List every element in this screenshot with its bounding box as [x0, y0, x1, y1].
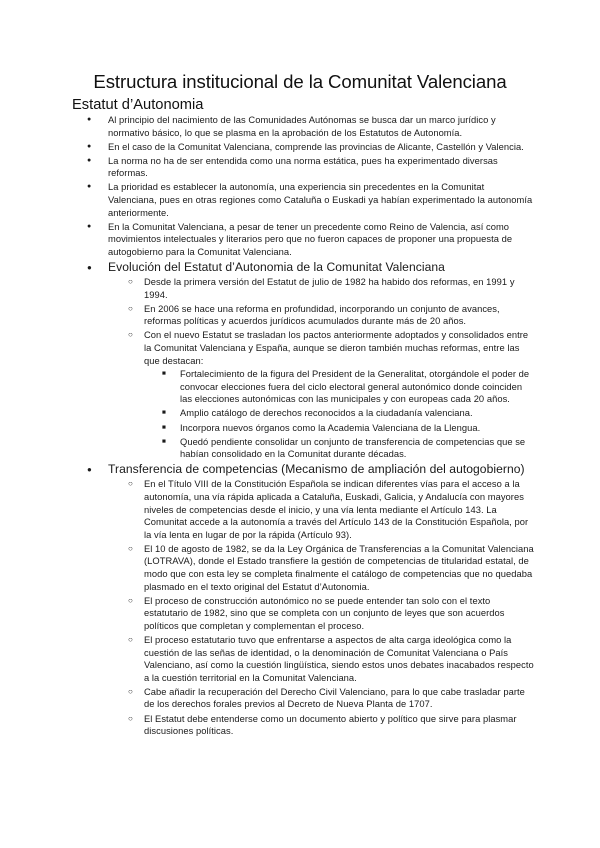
list-item: ○ El proceso estatutario tuvo que enfrentarse a aspectos de alta carga ideológica como la cuestión de las señas de identidad, o la denominación de Comunitat Valenciana o País Valenciano, así como la cuestión lingüística, siendo estos unos debates inacabados respecto a la cuestión territorial en la Comunitat Valenciana.: [108, 634, 534, 684]
list-item: ○ Desde la primera versión del Estatut de julio de 1982 ha habido dos reformas, en 1991 y 1994.: [108, 276, 534, 301]
list-item: ● En el caso de la Comunitat Valenciana, comprende las provincias de Alicante, Castellón y Valencia.: [84, 141, 534, 154]
list-item: ○ El 10 de agosto de 1982, se da la Ley Orgánica de Transferencias a la Comunitat Valenciana (LOTRAVA), donde el Estado transfiere la gestión de competencias de titularidad estatal, de modo que con esta ley se completa finalmente el catálogo de competencias que no quedaba plasmado en el texto original del Estatut d’Autonomia.: [108, 543, 534, 593]
reformas-list: [144, 368, 534, 461]
list-item: ○ El Estatut debe entenderse como un documento abierto y político que sirve para plasmar discusiones políticas.: [108, 713, 534, 738]
document-body: [84, 114, 534, 739]
list-item: ○ Cabe añadir la recuperación del Derecho Civil Valenciano, para lo que cabe trasladar parte de los derechos forales previos al Decreto de Nueva Planta de 1707.: [108, 686, 534, 711]
list-item: ● La norma no ha de ser entendida como una norma estática, pues ha experimentado diversas reformas.: [84, 155, 534, 180]
list-item: ○ El proceso de construcción autonómico no se puede entender tan solo con el texto estatutario de 1982, sino que se completa con un conjunto de leyes que son acuerdos políticos que completan y complementan el proceso.: [108, 595, 534, 633]
list-item: ■ Amplio catálogo de derechos reconocidos a la ciudadanía valenciana.: [142, 407, 534, 420]
intro-bullet-list: [84, 114, 534, 738]
list-item: ○ En el Título VIII de la Constitución Española se indican diferentes vías para el acceso a la autonomía, una vía rápida aplicada a Cataluña, Euskadi, Galicia, y Andalucía con mayores niveles de competencias desde el inicio, y una vía lenta mediante el Artículo 143. La Comunitat accede a la autonomía a través del Artículo 143 de la Constitución Española, por la vía lenta en lugar de por la rápida (Artículo 93).: [108, 478, 534, 541]
list-item: ○ En 2006 se hace una reforma en profundidad, incorporando un conjunto de avances, reformas políticas y acuerdos jurídicos acumulados durante más de 20 años.: [108, 303, 534, 328]
transferencia-list: [132, 478, 534, 737]
list-item: [108, 329, 534, 460]
subsection-evolucion: [84, 260, 534, 461]
subsection-heading-transferencia: ● Transferencia de competencias (Mecanismo de ampliación del autogobierno): [108, 462, 525, 477]
section-heading-estatut: Estatut d’Autonomia: [72, 97, 204, 113]
list-item: ■ Fortalecimiento de la figura del President de la Generalitat, otorgándole el poder de convocar elecciones fuera del ciclo electoral general autonómico donde coinciden las elecciones autonómicas con las municipales y con europeas cada 20 años.: [142, 368, 534, 406]
list-item: ● Al principio del nacimiento de las Comunidades Autónomas se busca dar un marco jurídico y normativo básico, lo que se plasma en la aprobación de los Estatutos de Autonomía.: [84, 114, 534, 139]
list-item: ● En la Comunitat Valenciana, a pesar de tener un precedente como Reino de Valencia, así como movimientos intelectuales y literarios pero que no fueron capaces de proponer una propuesta de autogobierno para la Comunitat Valenciana.: [84, 221, 534, 259]
list-item: ■ Quedó pendiente consolidar un conjunto de transferencia de competencias que se habían consolidado en la Comunitat durante décadas.: [142, 436, 534, 461]
subsection-transferencia: [84, 462, 534, 737]
list-item-text: Con el nuevo Estatut se trasladan los pactos anteriormente adoptados y consolidados entre la Comunitat Valenciana y España, aunque se dieron también muchas reformas, entre las que destacan:: [144, 330, 529, 366]
document-title: Estructura institucional de la Comunitat Valenciana: [93, 71, 507, 92]
evolucion-list: [132, 276, 534, 461]
list-item: ● La prioridad es establecer la autonomía, una experiencia sin precedentes en la Comunitat Valenciana, pues en otras regiones como Cataluña o Euskadi ya habían experimentado la autonomía anteriormente.: [84, 181, 534, 219]
list-item: ■ Incorpora nuevos órganos como la Academia Valenciana de la Llengua.: [142, 422, 534, 435]
subsection-heading-evolucion: ● Evolución del Estatut d’Autonomia de la Comunitat Valenciana: [108, 260, 445, 275]
